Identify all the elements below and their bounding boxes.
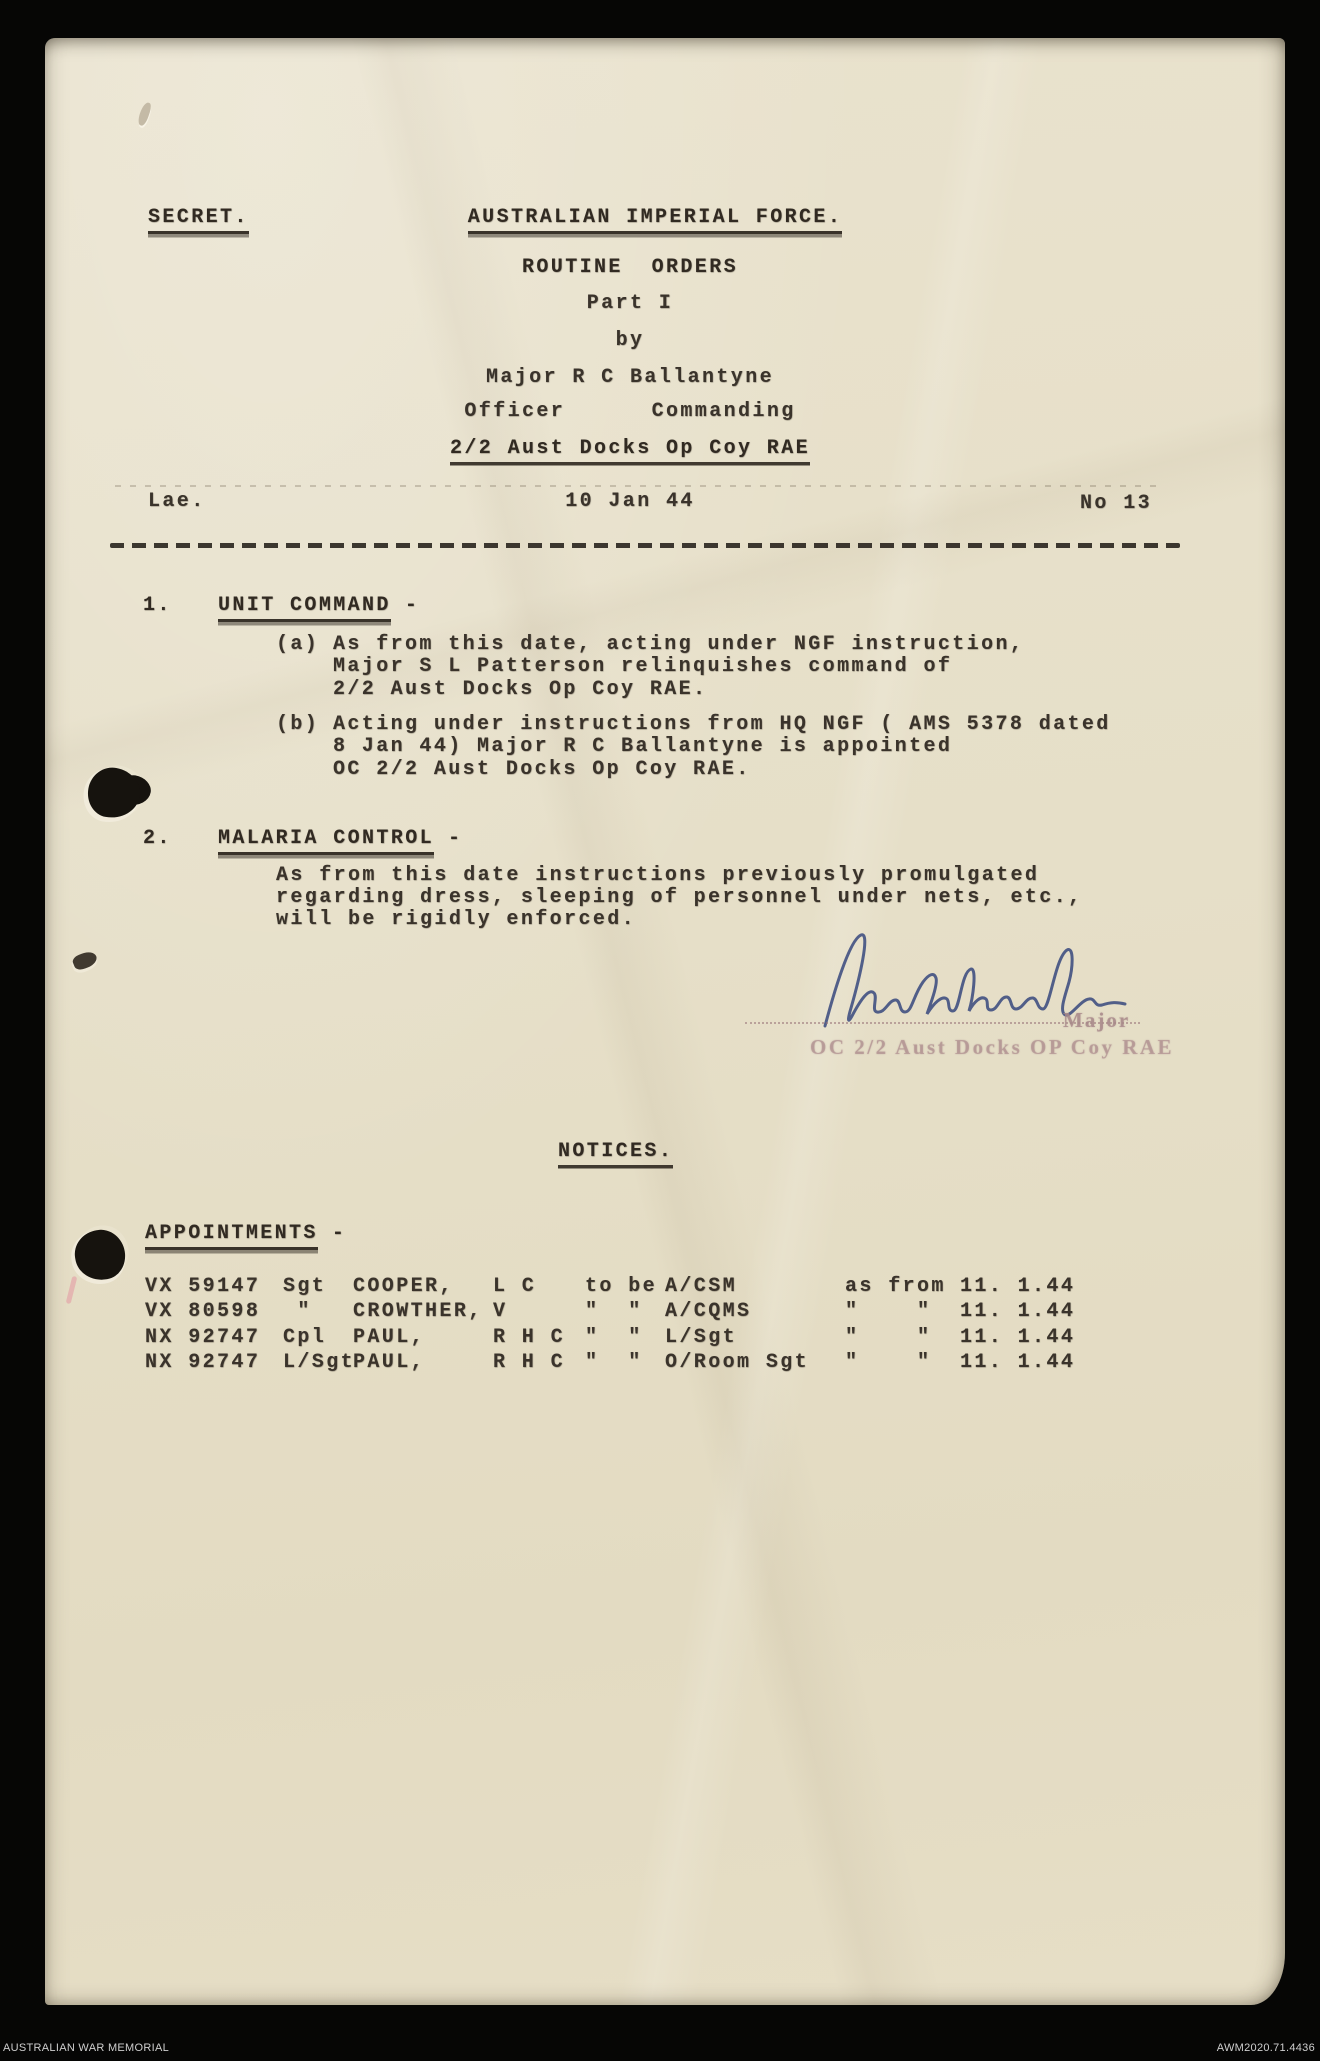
classification-text: SECRET. [148,206,249,229]
list-item-marker-a: (a) [276,633,320,656]
service-number-cell: VX 80598 [145,1300,261,1323]
list-item-marker-b: (b) [276,713,320,736]
surname-cell: CROWTHER, [353,1300,483,1323]
surname-cell: PAUL, [353,1351,426,1374]
date-label: 10 Jan 44 [565,490,695,513]
ghost-impression-line [115,485,1165,487]
table-row [45,1351,1285,1375]
surname-cell: COOPER, [353,1275,454,1298]
author-line: Major R C Ballantyne [485,366,775,389]
part-line: Part I [586,292,674,315]
unit-title [90,437,1170,460]
paper-tear-mark [137,101,153,127]
paragraph-line: 2/2 Aust Docks Op Coy RAE. [333,678,708,701]
rank-cell: Cpl [283,1326,327,1349]
as-from-cell: " " [845,1300,932,1323]
section-1-number: 1. [143,594,172,617]
punch-hole [84,764,144,822]
date-cell: 11. 1.44 [960,1326,1076,1349]
by-line: by [615,329,645,352]
date-cell: 11. 1.44 [960,1300,1076,1323]
initials-cell: R H C [493,1351,566,1374]
section-2-heading-text: MALARIA CONTROL [218,827,435,850]
archive-id: AWM2020.71.4436 [1216,2042,1315,2054]
document-title-text: AUSTRALIAN IMPERIAL FORCE. [467,206,843,229]
as-from-cell: " " [845,1351,932,1374]
notices-heading-text: NOTICES. [558,1140,674,1163]
heading-dash: - [404,594,420,617]
initials-cell: R H C [493,1326,566,1349]
rank-cell: Sgt [283,1275,327,1298]
paragraph-line: As from this date, acting under NGF instruction, [333,633,1025,656]
initials-cell: L C [493,1275,537,1298]
service-number-cell: NX 92747 [145,1326,261,1349]
section-2-heading [218,827,462,850]
section-1-heading-text: UNIT COMMAND [218,594,391,617]
paragraph-line: 8 Jan 44) Major R C Ballantyne is appointed [333,735,953,758]
appointment-cell: A/CSM [665,1275,738,1298]
paragraph-line: will be rigidly enforced. [276,908,637,931]
table-row [45,1300,1285,1324]
appointments-heading-text: APPOINTMENTS [145,1222,318,1245]
as-from-cell: " " [845,1326,932,1349]
to-be-cell: " " [585,1351,643,1374]
date-cell: 11. 1.44 [960,1275,1076,1298]
separator-dashed-line [110,543,1180,548]
paragraph-line: As from this date instructions previously promulgated [276,864,1040,887]
unit-title-text: 2/2 Aust Docks Op Coy RAE [449,437,811,460]
initials-cell: V [493,1300,508,1323]
service-number-cell: NX 92747 [145,1351,261,1374]
section-1-heading [218,594,419,617]
appointment-cell: L/Sgt [665,1326,738,1349]
archive-name: AUSTRALIAN WAR MEMORIAL [3,2042,170,2054]
rank-cell: L/Sgt [283,1351,356,1374]
document-title [90,206,1170,229]
service-number-cell: VX 59147 [145,1275,261,1298]
paragraph-line: regarding dress, sleeping of personnel under nets, etc., [276,886,1083,909]
heading-dash: - [448,827,463,850]
table-row [45,1275,1285,1299]
heading-dash: - [331,1222,347,1245]
paper-chip-mark [71,949,99,972]
section-2-number: 2. [143,827,172,850]
paragraph-line: OC 2/2 Aust Docks Op Coy RAE. [333,758,751,781]
surname-cell: PAUL, [353,1326,426,1349]
to-be-cell: " " [585,1300,643,1323]
as-from-cell: as from [845,1275,946,1298]
appointment-cell: A/CQMS [665,1300,752,1323]
document-page [45,38,1285,2005]
officer-commanding-line: Officer Commanding [464,400,796,423]
place-label: Lae. [148,490,206,513]
table-row [45,1326,1285,1350]
to-be-cell: to be [585,1275,658,1298]
paragraph-line: Acting under instructions from HQ NGF ( AMS 5378 dated [333,713,1111,736]
paragraph-line: Major S L Patterson relinquishes command of [333,655,953,678]
appointment-cell: O/Room Sgt [665,1351,810,1374]
order-number: No 13 [1080,492,1153,515]
to-be-cell: " " [585,1326,643,1349]
date-cell: 11. 1.44 [960,1351,1076,1374]
appointments-heading [145,1222,346,1245]
signature-rank: Major [1063,1008,1131,1032]
signature-unit-stamp: OC 2/2 Aust Docks OP Coy RAE [810,1035,1175,1059]
rank-cell: " [283,1300,312,1323]
routine-orders-line: ROUTINE ORDERS [521,256,739,279]
notices-heading [558,1140,673,1163]
